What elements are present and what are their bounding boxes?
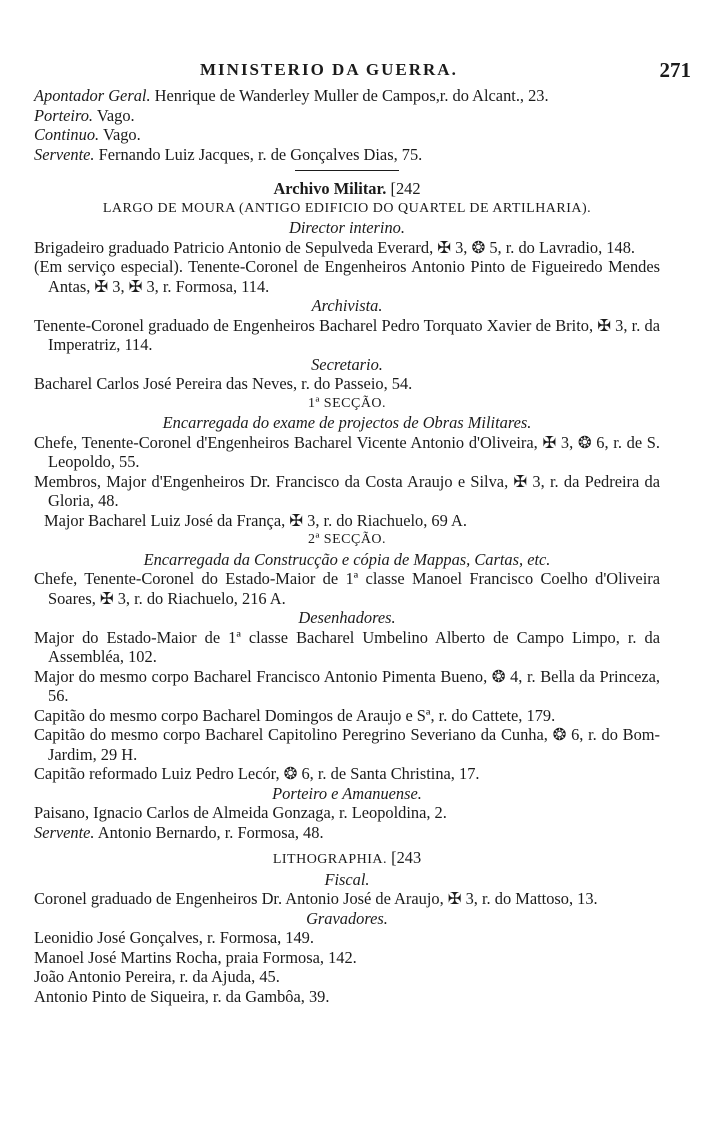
- designer-entry: Major do mesmo corpo Bacharel Francisco Antonio Pimenta Bueno, ❂ 4, r. Bella da Princeza, 56.: [34, 666, 660, 705]
- section1-chief: Chefe, Tenente-Coronel d'Engenheiros Bacharel Vicente Antonio d'Oliveira, ✠ 3, ❂ 6, r. de S. Leopoldo, 55.: [34, 432, 660, 471]
- section-title-archivo: Archivo Militar. [242: [273, 179, 421, 198]
- engraver-entry: Antonio Pinto de Siqueira, r. da Gambôa, 39.: [34, 986, 330, 1006]
- engravers-heading: Gravadores.: [306, 908, 388, 928]
- page-body: [34, 86, 660, 1006]
- section2-chief: Chefe, Tenente-Coronel do Estado-Maior de 1ª classe Manoel Francisco Coelho d'Oliveira Soares, ✠ 3, r. do Riachuelo, 216 A.: [34, 569, 660, 608]
- secretary-entry: Bacharel Carlos José Pereira das Neves, r. do Passeio, 54.: [34, 374, 413, 393]
- entry-apontador: Apontador Geral. Henrique de Wanderley Muller de Campos,r. do Alcant., 23.: [34, 86, 549, 105]
- director-entry: Brigadeiro graduado Patricio Antonio de Sepulveda Everard, ✠ 3, ❂ 5, r. do Lavradio, 148.: [34, 237, 635, 257]
- section-divider: [295, 170, 399, 171]
- engraver-entry: João Antonio Pereira, r. da Ajuda, 45.: [34, 967, 280, 986]
- servant-entry: Servente. Antonio Bernardo, r. Formosa, 48.: [34, 822, 324, 842]
- entry-servente: Servente. Fernando Luiz Jacques, r. de Gonçalves Dias, 75.: [34, 144, 423, 164]
- porter-heading: Porteiro e Amanuense.: [272, 783, 422, 803]
- director-heading: Director interino.: [289, 218, 405, 237]
- entry-porteiro: Porteiro. Vago.: [34, 105, 135, 125]
- archivo-location: LARGO DE MOURA (ANTIGO EDIFICIO DO QUARTEL DE ARTILHARIA).: [102, 200, 592, 216]
- designer-entry: Capitão reformado Luiz Pedro Lecór, ❂ 6, r. de Santa Christina, 17.: [34, 764, 480, 783]
- designer-entry: Capitão do mesmo corpo Bacharel Capitolino Peregrino Severiano da Cunha, ❂ 6, r. do Bom-Jardim, 29 H.: [34, 725, 660, 764]
- engraver-entry: Leonidio José Gonçalves, r. Formosa, 149.: [34, 928, 314, 947]
- engraver-entry: Manoel José Martins Rocha, praia Formosa, 142.: [34, 947, 357, 967]
- section1-subheading: Encarregada do exame de projectos de Obras Militares.: [162, 413, 532, 432]
- section-title-lithographia: LITHOGRAPHIA. [243: [272, 848, 422, 867]
- designers-heading: Desenhadores.: [298, 608, 396, 627]
- section2-heading: 2ª SECÇÃO.: [307, 532, 387, 547]
- section1-members: Membros, Major d'Engenheiros Dr. Francisco da Costa Araujo e Silva, ✠ 3, r. da Pedreira da Gloria, 48.: [34, 471, 660, 510]
- fiscal-heading: Fiscal.: [324, 869, 370, 889]
- page-number: 271: [659, 58, 691, 82]
- entry-continuo: Continuo. Vago.: [34, 125, 141, 144]
- designer-entry: Major do Estado-Maior de 1ª classe Bacharel Umbelino Alberto de Campo Limpo, r. da Assembléa, 102.: [34, 627, 660, 666]
- porter-entry: Paisano, Ignacio Carlos de Almeida Gonzaga, r. Leopoldina, 2.: [34, 803, 447, 822]
- running-title: MINISTERIO DA GUERRA.: [200, 60, 458, 79]
- archivist-heading: Archivista.: [311, 296, 383, 315]
- fiscal-entry: Coronel graduado de Engenheiros Dr. Antonio José de Araujo, ✠ 3, r. do Mattoso, 13.: [34, 889, 598, 908]
- section1-heading: 1ª SECÇÃO.: [307, 395, 387, 411]
- section1-member2: Major Bacharel Luiz José da França, ✠ 3, r. do Riachuelo, 69 A.: [44, 510, 467, 530]
- special-service-entry: (Em serviço especial). Tenente-Coronel de Engenheiros Antonio Pinto de Figueiredo Mendes Antas, ✠ 3, ✠ 3, r. Formosa, 114.: [34, 257, 660, 296]
- section2-subheading: Encarregada da Construcção e cópia de Mappas, Cartas, etc.: [143, 549, 551, 569]
- secretary-heading: Secretario.: [311, 354, 383, 374]
- designer-entry: Capitão do mesmo corpo Bacharel Domingos de Araujo e Sª, r. do Cattete, 179.: [34, 705, 556, 725]
- page-header: [0, 56, 725, 86]
- archivist-entry: Tenente-Coronel graduado de Engenheiros Bacharel Pedro Torquato Xavier de Brito, ✠ 3, r. da Imperatriz, 114.: [34, 315, 660, 354]
